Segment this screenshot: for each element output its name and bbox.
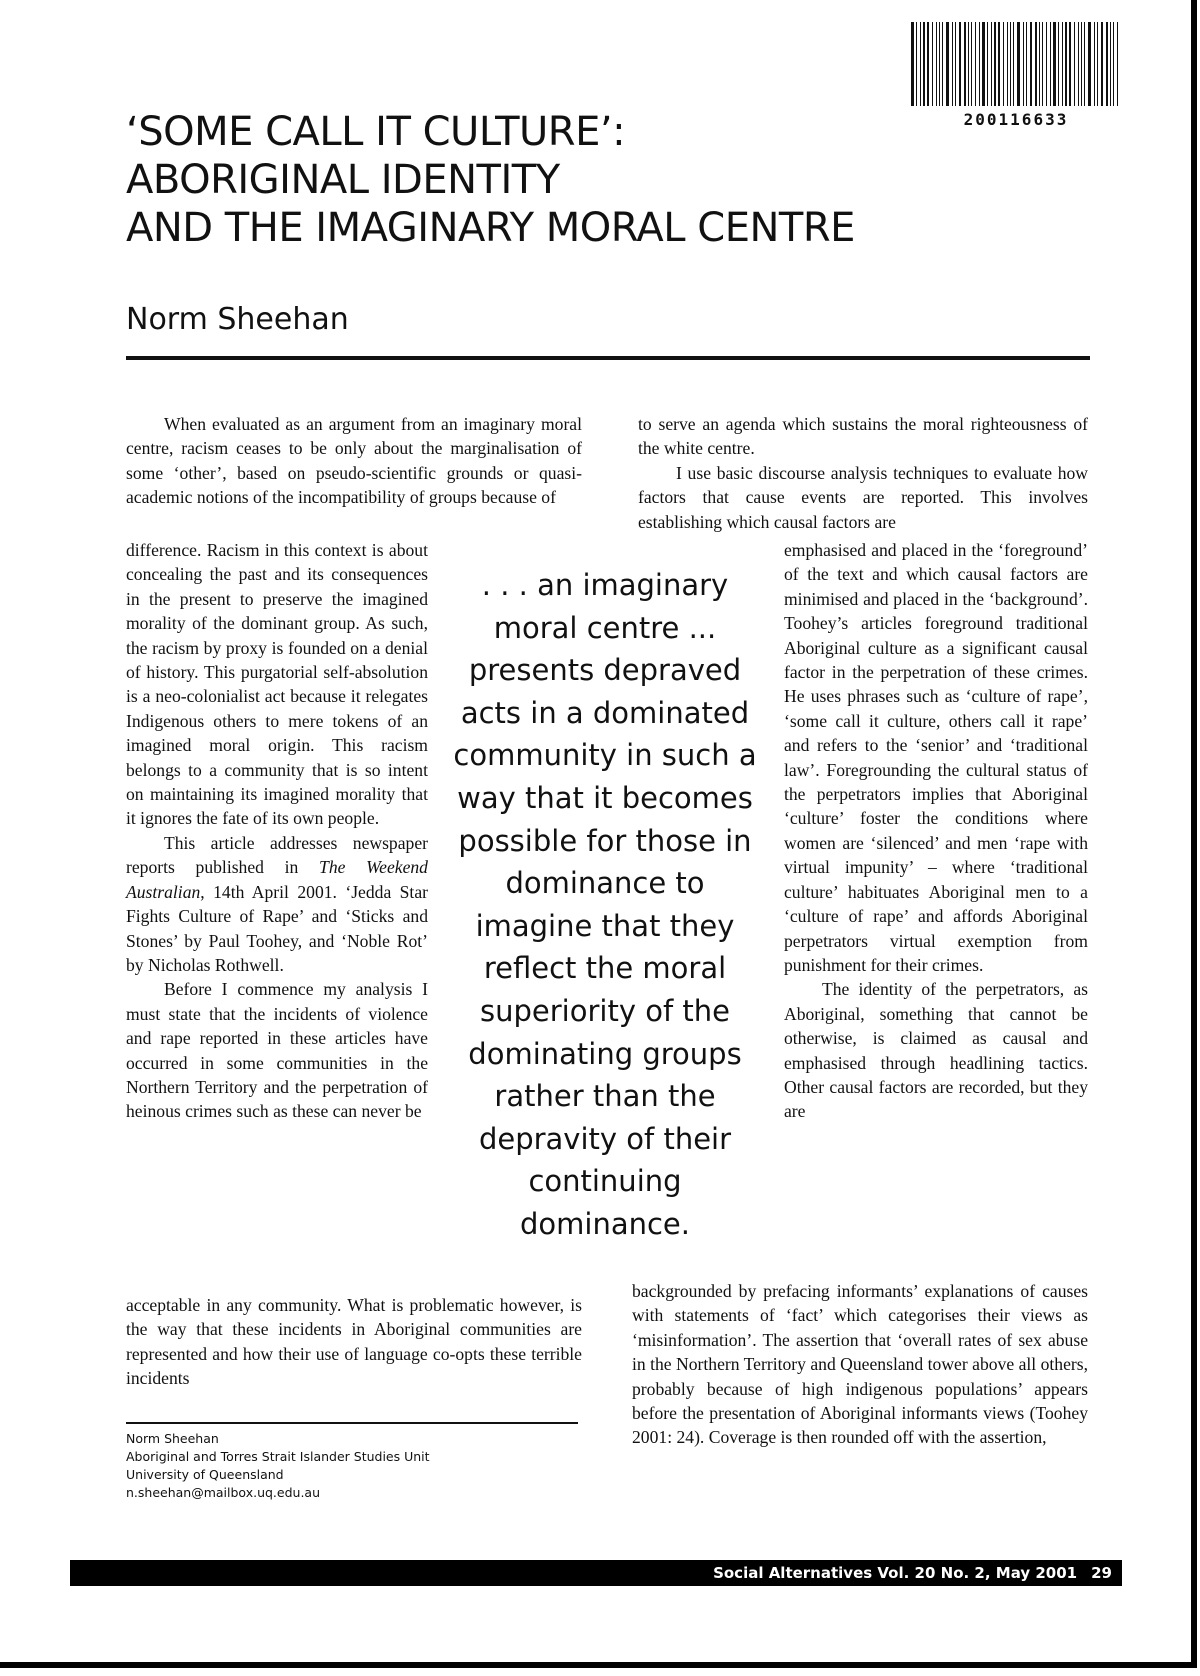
barcode-bar	[1010, 22, 1011, 106]
author-affiliation	[126, 1430, 586, 1502]
barcode-bar	[964, 22, 966, 106]
barcode-bar	[1117, 22, 1118, 106]
pull-quote-line: presents depraved	[468, 653, 742, 688]
paragraph: I use basic discourse analysis techniques to evaluate how factors that cause events are reported. This involves establishing which causal factors are	[638, 462, 1088, 532]
barcode-bar	[1053, 22, 1056, 106]
barcode-bar	[1013, 22, 1014, 106]
barcode-bar	[1062, 22, 1063, 106]
paragraph: backgrounded by prefacing informants’ explanations of causes with statements of ‘fact’ which categorises their views as ‘misinformation’. The assertion that ‘overall rates of sex abuse in the Northern Territory and Queensland tower above all others, probably because of high indigenous populations’ appears before the presentation of Aboriginal informants views (Toohey 2001: 24). Coverage is then rounded off with the assertion,	[632, 1281, 1088, 1448]
barcode-bars	[907, 22, 1125, 108]
barcode-bar	[911, 22, 914, 106]
footer-bar	[70, 1560, 1122, 1586]
barcode-bar	[1081, 22, 1082, 106]
footer-text	[713, 1560, 1112, 1586]
barcode-bar	[1007, 22, 1008, 106]
journal-citation: Social Alternatives Vol. 20 No. 2, May 2001	[713, 1564, 1078, 1582]
paragraph: The identity of the perpetrators, as Aboriginal, something that cannot be otherwise, is claimed as causal and emphasised through headlining tactics. Other causal factors are recorded, but they are	[784, 979, 1088, 1122]
pull-quote-line: superiority of the	[480, 993, 730, 1028]
pull-quote-line: imagine that they	[475, 908, 735, 943]
barcode-bar	[1094, 22, 1095, 106]
pull-quote-line: dominating groups	[468, 1036, 742, 1071]
barcode-bar	[932, 22, 933, 106]
paragraph: difference. Racism in this context is about concealing the past and its consequences in the present to preserve the imagined morality of the dominant group. As such, the racism by proxy is founded on a denial of history. This purgatorial self-absolution is a neo-colonialist act because it relegates Indigenous others to mere tokens of an imagined moral origin. This racism belongs to a community that is so intent on maintaining its imagined morality that it ignores the fate of its own people.	[126, 540, 428, 829]
barcode-bar	[991, 22, 992, 106]
paragraph: emphasised and placed in the ‘foreground’ of the text and which causal factors are minimised and placed in the ‘background’. Toohey’s articles foreground traditional Aboriginal culture as a significant causal factor in the perpetration of these crimes. He uses phrases such as ‘culture of rape’, ‘some call it culture, others call it rape’ and refers to the ‘senior’ and ‘traditional law’. Foregrounding the cultural status of the perpetrators implies that Aboriginal ‘culture’ foster the conditions where women are ‘silenced’ and men ‘rape with virtual impunity’ – where ‘traditional culture’ habituates Aboriginal men to a ‘culture of rape’ and affords Aboriginal perpetrators virtual exemption from punishment for their crimes.	[784, 540, 1088, 975]
barcode-bar	[1113, 22, 1114, 106]
barcode-bar	[1084, 22, 1085, 106]
author-name: Norm Sheehan	[126, 302, 349, 337]
barcode-bar	[971, 22, 972, 106]
body-left-mid	[126, 538, 428, 1124]
barcode-bar	[939, 22, 940, 106]
body-right-bottom	[632, 1279, 1088, 1450]
affiliation-unit: Aboriginal and Torres Strait Islander Studies Unit	[126, 1449, 430, 1464]
pull-quote-line: . . . an imaginary	[481, 568, 729, 602]
title-line: ABORIGINAL IDENTITY	[126, 157, 560, 203]
barcode-bar	[923, 22, 925, 106]
barcode-bar	[1065, 22, 1067, 106]
pull-quote-line: possible for those in	[458, 823, 752, 858]
barcode-bar	[998, 22, 1000, 106]
body-right-mid	[784, 538, 1088, 1124]
pull-quote-line: way that it becomes	[457, 780, 753, 815]
barcode-bar	[946, 22, 949, 106]
barcode-bar	[1106, 22, 1108, 106]
body-left-bottom	[126, 1293, 582, 1391]
body-right-top	[638, 412, 1088, 534]
barcode-bar	[975, 22, 976, 106]
barcode-bar	[1074, 22, 1075, 106]
barcode-bar	[982, 22, 985, 106]
barcode-bar	[987, 22, 988, 106]
barcode-bar	[1003, 22, 1004, 106]
paragraph: acceptable in any community. What is problematic however, is the way that these incidents in Aboriginal communities are represented and how their use of language co-opts these terrible incidents	[126, 1295, 582, 1389]
barcode-bar	[1069, 22, 1071, 106]
pull-quote-line: reflect the moral	[483, 951, 727, 986]
barcode-bar	[1035, 22, 1037, 106]
barcode-bar	[1110, 22, 1111, 106]
paragraph: When evaluated as an argument from an imaginary moral centre, racism ceases to be only about the marginalisation of some ‘other’, based on pseudo-scientific grounds or quasi-academic notions of the incompatibility of groups because of	[126, 414, 582, 508]
pull-quote-line: continuing	[528, 1164, 682, 1199]
pull-quote-line: depravity of their	[478, 1121, 732, 1156]
barcode-bar	[955, 22, 956, 106]
barcode-bar	[1097, 22, 1098, 106]
barcode-bar	[994, 22, 996, 106]
barcode-bar	[1050, 22, 1051, 106]
barcode-bar	[1030, 22, 1032, 106]
affiliation-university: University of Queensland	[126, 1467, 284, 1482]
barcode	[907, 22, 1125, 129]
barcode-bar	[920, 22, 921, 106]
affiliation-email: n.sheehan@mailbox.uq.edu.au	[126, 1485, 321, 1500]
paragraph: Before I commence my analysis I must state that the incidents of violence and rape reported in these articles have occurred in some communities in the Northern Territory and the perpetration of heinous crimes such as these can never be	[126, 979, 428, 1122]
barcode-bar	[927, 22, 929, 106]
pull-quote-line: moral centre ...	[493, 610, 717, 645]
title-line: AND THE IMAGINARY MORAL CENTRE	[126, 205, 855, 251]
paragraph: to serve an agenda which sustains the moral righteousness of the white centre.	[638, 414, 1088, 459]
page-number: 29	[1091, 1564, 1112, 1582]
article-title	[126, 108, 886, 252]
title-line: ‘SOME CALL IT CULTURE’:	[126, 109, 626, 155]
barcode-number: 200116633	[963, 110, 1069, 129]
barcode-bar	[968, 22, 969, 106]
barcode-bar	[1088, 22, 1091, 106]
barcode-bar	[1039, 22, 1040, 106]
paragraph: This article addresses newspaper reports published in The Weekend Australian, 14th April 2001. ‘Jedda Star Fights Culture of Rape’ and ‘Sticks and Stones’ by Paul Toohey, and ‘Noble Rot’ by Nicholas Rothwell.	[126, 832, 428, 975]
pull-quote-line: dominance to	[505, 866, 705, 901]
body-left-top	[126, 412, 582, 510]
barcode-bar	[1078, 22, 1079, 106]
title-rule	[126, 356, 1090, 360]
barcode-bar	[916, 22, 917, 106]
pull-quote	[440, 564, 770, 1246]
barcode-bar	[1026, 22, 1027, 106]
barcode-bar	[1042, 22, 1043, 106]
barcode-bar	[936, 22, 937, 106]
barcode-bar	[942, 22, 943, 106]
publication-title: The Weekend Australian	[126, 857, 428, 902]
barcode-bar	[1101, 22, 1103, 106]
barcode-bar	[979, 22, 980, 106]
pull-quote-line: acts in a dominated	[460, 695, 750, 730]
barcode-bar	[1058, 22, 1059, 106]
pull-quote-line: rather than the	[494, 1079, 716, 1114]
pull-quote-line: community in such a	[453, 738, 757, 773]
footnote-rule	[126, 1422, 578, 1424]
barcode-bar	[959, 22, 961, 106]
pull-quote-line: dominance.	[520, 1206, 690, 1241]
barcode-bar	[1017, 22, 1020, 106]
barcode-bar	[952, 22, 953, 106]
barcode-bar	[1046, 22, 1047, 106]
barcode-bar	[1023, 22, 1024, 106]
affiliation-name: Norm Sheehan	[126, 1431, 219, 1446]
